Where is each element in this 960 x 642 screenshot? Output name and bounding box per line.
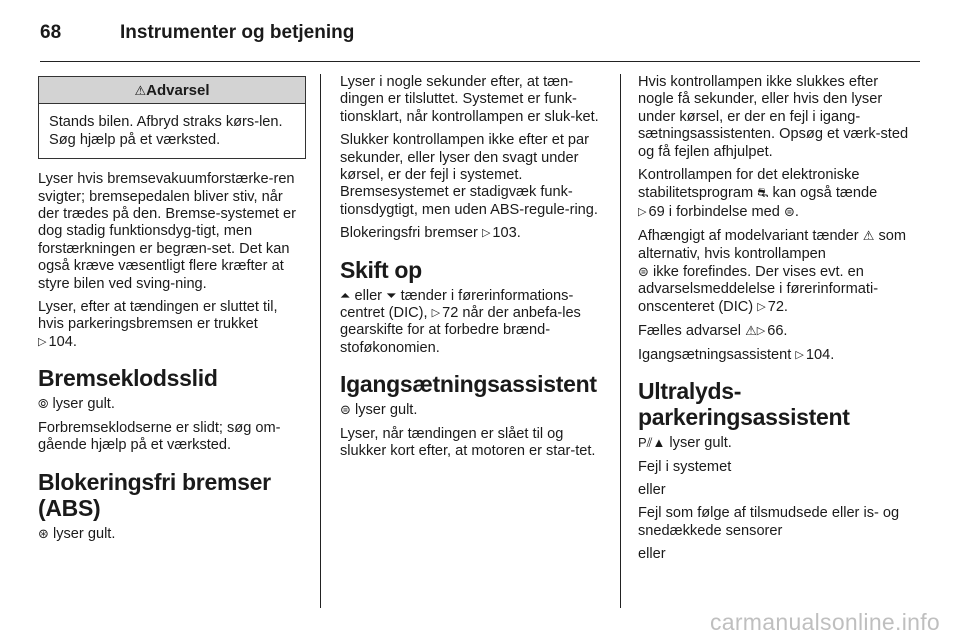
paragraph: Lyser, når tændingen er slået til og slukker kort efter, at motoren er star-tet. <box>340 425 596 460</box>
warning-box <box>38 76 306 159</box>
xref-arrow-icon: ▷ <box>481 227 491 240</box>
paragraph: Blokeringsfri bremser ▷ 103. <box>340 225 521 242</box>
paragraph: Lyser i nogle sekunder efter, at tæn-dingen er tilsluttet. Systemet er funk-tionsklart, når kontrollampen er sluk-ket. <box>340 74 599 125</box>
warning-header <box>39 77 305 104</box>
section-heading-shift: Skift op <box>340 256 422 283</box>
status-line: ⊛ lyser gult. <box>38 525 116 542</box>
status-line: ⦾ lyser gult. <box>38 396 115 413</box>
paragraph: Lyser hvis bremsevakuumforstærke-ren svigter; bremsepedalen bliver stiv, når der trædes på den. Bremse-systemet er dog stadig funktionsdyg-tigt, men forstærkningen er begræn-set. Det kan også kræve væsentligt flere kræfter at styre bilen ved sving-ning. <box>38 171 296 292</box>
shift-up-icon: ⏶ <box>340 287 351 303</box>
paragraph: Fælles advarsel ⚠▷ 66. <box>638 323 788 340</box>
paragraph: Forbremseklodserne er slidt; søg om-gående hjælp på et værksted. <box>38 419 281 454</box>
page-number: 68 <box>40 22 62 43</box>
paragraph: Slukker kontrollampen ikke efter et par sekunder, eller lyser den svagt under kørsel, er der fejl i systemet. Bremsesystemet er stadigvæk funk-tionsdygtigt, men uden ABS-regule-ring. <box>340 132 598 218</box>
page-ref: 104. <box>48 333 77 350</box>
section-heading-brake-pads: Bremseklodsslid <box>38 365 218 392</box>
status-line: P⫽▲ lyser gult. <box>638 435 732 452</box>
hill-start-icon: ⊜ <box>638 264 649 280</box>
column-1 <box>38 76 306 549</box>
warning-title: Advarsel <box>146 82 210 99</box>
esp-icon: ⛐ <box>757 185 769 201</box>
xref-arrow-icon: ▷ <box>795 348 804 361</box>
abs-icon: ⊛ <box>38 525 49 541</box>
paragraph: eller <box>638 481 666 498</box>
column-divider-2 <box>620 74 621 608</box>
warning-triangle-icon: ⚠ <box>862 228 875 244</box>
paragraph: Hvis kontrollampen ikke slukkes efter nogle få sekunder, eller hvis den lyser under kørsel, er der en fejl i igang-sætningsassistenten. Opsøg et værk-sted og få fejlen afhjulpet. <box>638 74 909 160</box>
park-assist-icon: P⫽▲ <box>638 435 666 451</box>
status-line: ⊜ lyser gult. <box>340 402 418 419</box>
section-heading-start-assist: Igangsætningsassistent <box>340 371 597 398</box>
paragraph: eller <box>638 546 666 563</box>
watermark: carmanualsonline.info <box>709 609 940 635</box>
page-title: Instrumenter og betjening <box>120 22 355 43</box>
brake-pad-icon: ⦾ <box>38 396 49 412</box>
xref-arrow-icon: ▷ <box>638 205 647 218</box>
paragraph: ⏶ eller ⏷ tænder i førerinformations-centret (DIC), ▷ 72 når der anbefa-les gearskifte for at forbedre brænd-stoføkonomien. <box>340 287 581 356</box>
hill-start-icon: ⊜ <box>340 402 351 418</box>
paragraph: Igangsætningsassistent ▷ 104. <box>638 346 835 363</box>
column-divider-1 <box>320 74 321 608</box>
section-heading-abs: Blokeringsfri bremser (ABS) <box>38 468 271 521</box>
hill-start-icon: ⊜ <box>783 203 795 219</box>
paragraph: Lyser, efter at tændingen er sluttet til, hvis parkeringsbremsen er trukket ▷ 104. <box>38 299 278 350</box>
xref-arrow-icon: ▷ <box>431 307 441 320</box>
xref-arrow-icon: ▷ <box>756 325 766 338</box>
page-header <box>40 22 354 44</box>
paragraph: Fejl i systemet <box>638 458 732 475</box>
paragraph: Fejl som følge af tilsmudsede eller is- og snedækkede sensorer <box>638 505 900 539</box>
xref-arrow-icon: ▷ <box>38 335 47 348</box>
warning-triangle-icon: ⚠ <box>134 83 147 98</box>
header-rule <box>40 61 920 62</box>
shift-down-icon: ⏷ <box>386 287 397 303</box>
paragraph: Kontrollampen for det elektroniske stabilitetsprogram ⛐ kan også tænde ▷ 69 i forbindelse med ⊜. <box>638 167 878 220</box>
warning-body: Stands bilen. Afbryd straks kørs-len. Søg hjælp på et værksted. <box>49 114 283 148</box>
warning-triangle-icon: ⚠ <box>745 323 757 339</box>
paragraph: Afhængigt af modelvariant tænder ⚠ som alternativ, hvis kontrollampen ⊜ ikke forefindes. Der vises evt. en advarselsmeddelelse i førerinformati-onscenteret (DIC) ▷ 72. <box>638 228 907 315</box>
section-heading-park-assist: Ultralyds-parkeringsassistent <box>638 378 850 431</box>
xref-arrow-icon: ▷ <box>757 300 766 313</box>
column-2 <box>340 74 608 467</box>
column-3 <box>638 74 910 570</box>
